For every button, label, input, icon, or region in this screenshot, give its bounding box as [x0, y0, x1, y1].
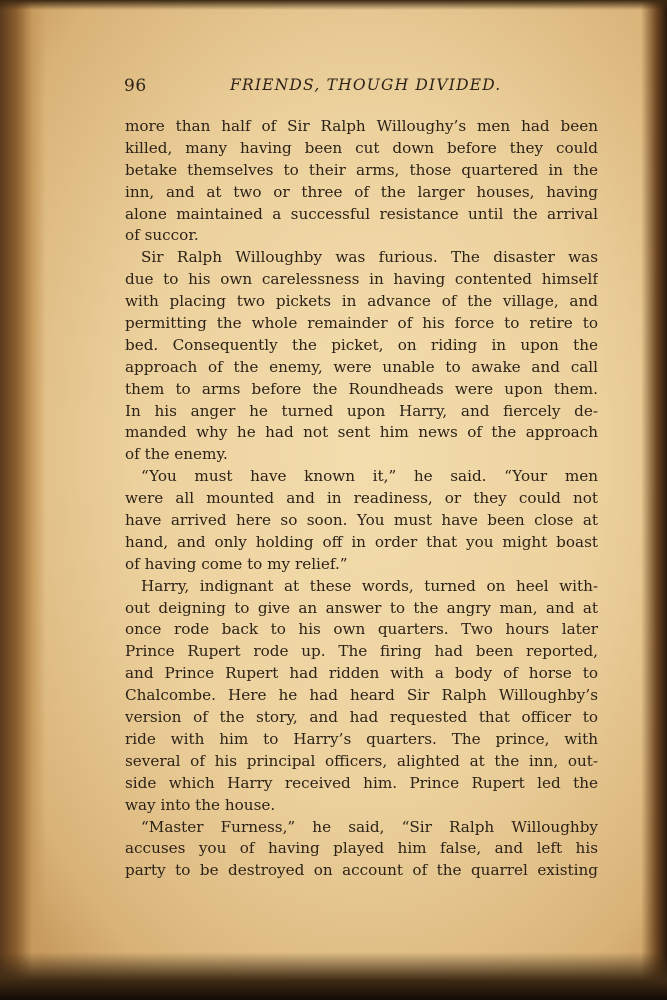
- text-line: more than half of Sir Ralph Willoughy’s men had been: [125, 117, 598, 135]
- text-line: accuses you of having played him false, and left his: [125, 839, 598, 858]
- body-text: [125, 116, 598, 882]
- running-title: FRIENDS, THOUGH DIVIDED.: [230, 76, 502, 94]
- text-line: have arrived here so soon. You must have been close at: [125, 511, 598, 530]
- text-line: In his anger he turned upon Harry, and fiercely de-: [125, 401, 598, 420]
- text-line: hand, and only holding off in order that you might boast: [125, 532, 598, 551]
- paragraph-start-line: Harry, indignant at these words, turned on heel with-: [141, 576, 598, 595]
- paragraph-start-line: “You must have known it,” he said. “Your men: [141, 467, 598, 486]
- text-line: Prince Rupert rode up. The firing had been reported,: [125, 642, 598, 661]
- paragraph-start-line: “Master Furness,” he said, “Sir Ralph Willoughby: [141, 817, 598, 836]
- text-line: them to arms before the Roundheads were upon them.: [125, 379, 598, 398]
- page-bottom-edge: [0, 952, 667, 1000]
- page-number: 96: [124, 76, 147, 96]
- text-line: of succor.: [125, 226, 199, 245]
- text-line: of the enemy.: [125, 445, 228, 464]
- text-line: permitting the whole remainder of his force to retire to: [125, 314, 598, 333]
- text-line: ride with him to Harry’s quarters. The prince, with: [125, 729, 598, 748]
- text-line: killed, many having been cut down before they could: [125, 138, 598, 157]
- paragraph-start-line: Sir Ralph Willoughby was furious. The disaster was: [141, 248, 598, 267]
- text-line: alone maintained a successful resistance until the arrival: [125, 204, 598, 223]
- text-line: party to be destroyed on account of the quarrel existing: [125, 861, 598, 880]
- text-line: due to his own carelessness in having contented himself: [125, 270, 598, 289]
- text-line: of having come to my relief.”: [125, 554, 348, 573]
- text-line: bed. Consequently the picket, on riding in upon the: [125, 335, 598, 354]
- text-line: with placing two pickets in advance of the village, and: [125, 292, 598, 311]
- text-line: out deigning to give an answer to the angry man, and at: [125, 598, 598, 617]
- page-top-edge: [0, 0, 667, 10]
- text-line: manded why he had not sent him news of the approach: [125, 423, 598, 442]
- text-line: side which Harry received him. Prince Rupert led the: [125, 773, 598, 792]
- text-line: were all mounted and in readiness, or they could not: [125, 489, 598, 508]
- text-line: approach of the enemy, were unable to awake and call: [125, 357, 598, 376]
- text-line: inn, and at two or three of the larger houses, having: [125, 182, 598, 201]
- page-header: [124, 76, 598, 100]
- text-line: version of the story, and had requested that officer to: [125, 708, 598, 727]
- text-line: way into the house.: [125, 795, 276, 814]
- page-binding-shadow: [0, 0, 46, 1000]
- text-line: and Prince Rupert had ridden with a body of horse to: [125, 664, 598, 683]
- page-edge-shadow: [641, 0, 667, 1000]
- text-line: betake themselves to their arms, those quartered in the: [125, 160, 598, 179]
- text-line: Chalcombe. Here he had heard Sir Ralph Willoughby’s: [125, 686, 598, 705]
- text-line: once rode back to his own quarters. Two hours later: [125, 620, 598, 639]
- text-line: several of his principal officers, alighted at the inn, out-: [125, 751, 598, 770]
